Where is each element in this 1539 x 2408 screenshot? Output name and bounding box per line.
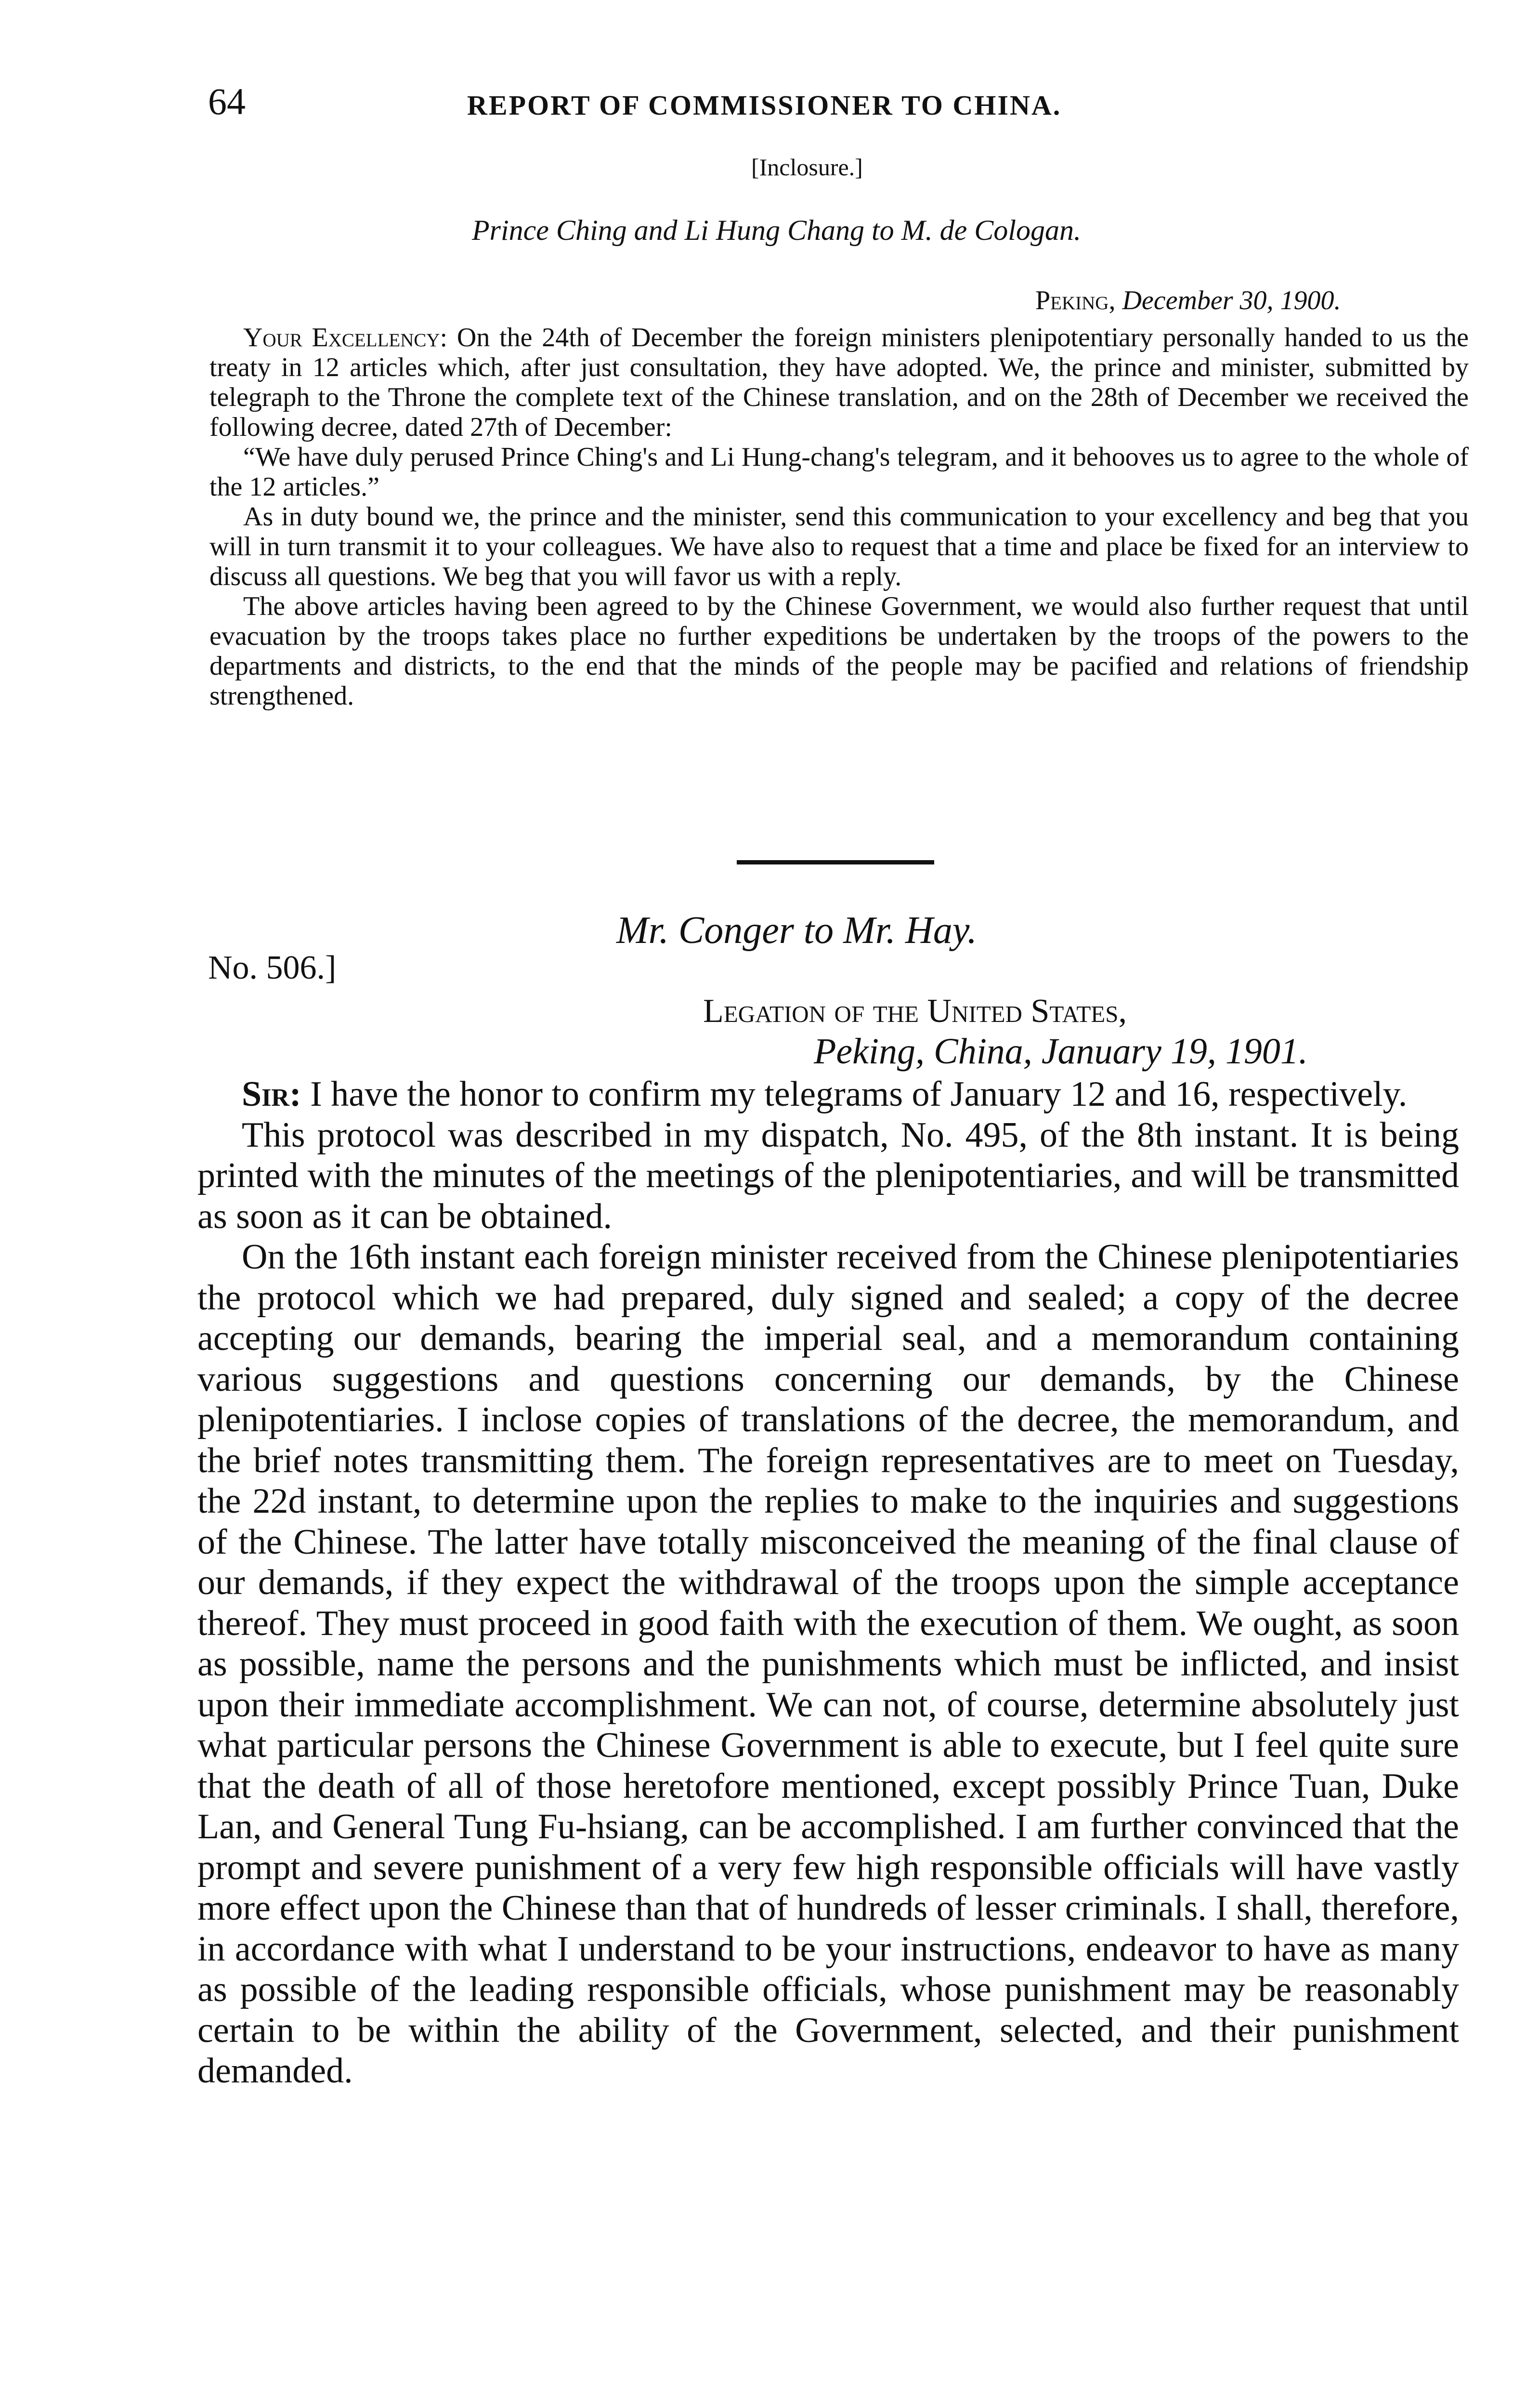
dispatch-paragraph (197, 1074, 1459, 1115)
dispatch-dateline: Peking, China, January 19, 1901. (814, 1031, 1308, 1072)
dispatch-number: No. 506.] (208, 949, 337, 986)
inclosure-paragraph: “We have duly perused Prince Ching's and Li Hung-chang's telegram, and it behooves us to agree to the whole of the 12 articles.” (209, 442, 1469, 502)
inclosure-salutation: Your Excellency: (243, 323, 448, 353)
running-head: REPORT OF COMMISSIONER TO CHINA. (467, 90, 1062, 121)
dispatch-paragraph: On the 16th instant each foreign minister received from the Chinese plenipotentiaries the protocol which we had prepared, duly signed and sealed; a copy of the decree accepting our demands, bearing the imperial seal, and a memorandum containing various suggestions and questions concerning our demands, by the Chinese plenipotentiaries. I inclose copies of translations of the decree, the memorandum, and the brief notes transmitting them. The foreign representatives are to meet on Tuesday, the 22d instant, to determine upon the replies to make to the inquiries and suggestions of the Chinese. The latter have totally misconceived the meaning of the final clause of our demands, if they expect the withdrawal of the troops upon the simple acceptance thereof. They must proceed in good faith with the execution of them. We ought, as soon as possible, name the persons and the punishments which must be inflicted, and insist upon their immediate accomplishment. We can not, of course, determine absolutely just what particular persons the Chinese Government is able to execute, but I feel quite sure that the death of all of those heretofore mentioned, except possibly Prince Tuan, Duke Lan, and General Tung Fu-hsiang, can be accomplished. I am further convinced that the prompt and severe punishment of a very few high responsible officials will have vastly more effect upon the Chinese than that of hundreds of lesser criminals. I shall, therefore, in accordance with what I understand to be your instructions, endeavor to have as many as possible of the leading responsible officials, whose punishment may be reasonably certain to be within the ability of the Government, selected, and their punishment demanded. (197, 1237, 1459, 2091)
page-number: 64 (208, 80, 246, 122)
inclosure-label: [Inclosure.] (751, 154, 863, 181)
dispatch-paragraph-text: I have the honor to confirm my telegrams of January 12 and 16, respectively. (310, 1074, 1408, 1114)
inclosure-dateline (1035, 287, 1341, 314)
dispatch-salutation: Sir: (242, 1074, 301, 1114)
dispatch-legation: Legation of the United States, (703, 993, 1127, 1030)
inclosure-paragraph (209, 323, 1469, 442)
inclosure-paragraph: As in duty bound we, the prince and the minister, send this communication to your excellency and beg that you will in turn transmit it to your colleagues. We have also to request that a time and place be fixed for an interview to discuss all questions. We beg that you will favor us with a reply. (209, 502, 1469, 591)
inclosure-title: Prince Ching and Li Hung Chang to M. de Cologan. (472, 214, 1081, 246)
section-divider (737, 860, 934, 864)
inclosure-dateline-place: Peking, (1035, 286, 1116, 315)
dispatch-title: Mr. Conger to Mr. Hay. (616, 909, 977, 952)
dispatch-paragraph: This protocol was described in my dispatch, No. 495, of the 8th instant. It is being printed with the minutes of the meetings of the plenipotentiaries, and will be transmitted as soon as it can be obtained. (197, 1115, 1459, 1236)
inclosure-paragraph: The above articles having been agreed to by the Chinese Government, we would also further request that until evacuation by the troops takes place no further expeditions be undertaken by the troops of the powers to the departments and districts, to the end that the minds of the people may be pacified and relations of friendship strengthened. (209, 591, 1469, 711)
inclosure-paragraph-text: On the 24th of December the foreign ministers plenipotentiary personally handed to us the treaty in 12 articles which, after just consultation, they have adopted. We, the prince and minister, submitted by telegraph to the Throne the complete text of the Chinese translation, and on the 28th of December we received the following decree, dated 27th of December: (209, 323, 1469, 442)
inclosure-body (209, 323, 1469, 711)
dispatch-body (197, 1074, 1459, 2092)
inclosure-dateline-date: December 30, 1900. (1122, 286, 1341, 315)
